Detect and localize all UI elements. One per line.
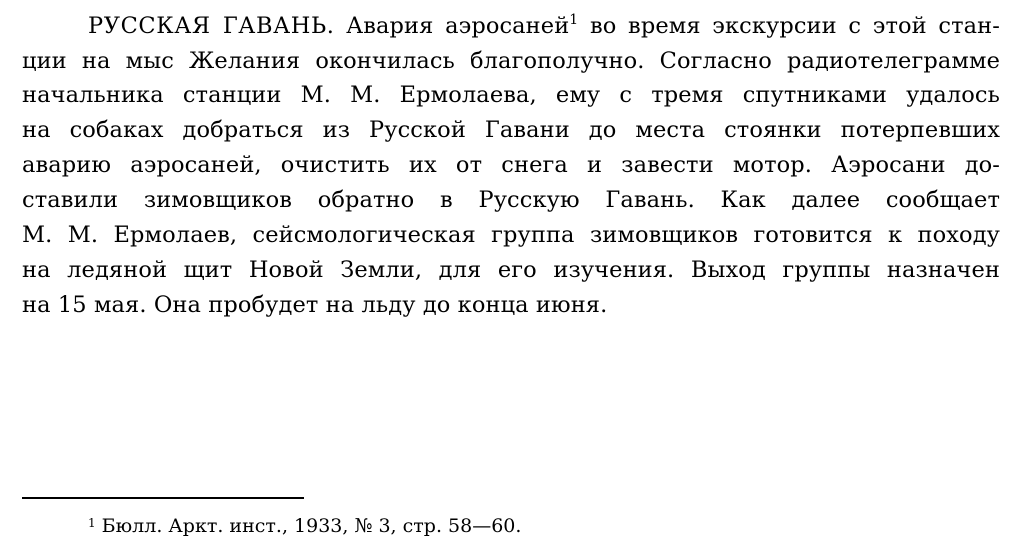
line-1-text-after: во время экскурсии с этой стан- — [578, 13, 1000, 39]
paragraph-line-6: ставили зимовщиков обратно в Русскую Гавань. Как далее сообщает — [22, 187, 1000, 213]
paragraph-line-4: на собаках добраться из Русской Гавани до места стоянки потерпевших — [22, 117, 1000, 143]
footnote-reference: 1 — [569, 12, 579, 28]
line-1-text-before: Авария аэросаней — [334, 13, 570, 39]
footnote — [88, 514, 521, 538]
section-heading: РУССКАЯ ГАВАНЬ. — [88, 13, 335, 39]
paragraph-line-3: начальника станции М. М. Ермолаева, ему с тремя спутниками удалось — [22, 82, 1000, 108]
paragraph-line-1 — [88, 12, 1000, 40]
footnote-marker: 1 — [88, 516, 96, 530]
paragraph-line-7: М. М. Ермолаев, сейсмологическая группа зимовщиков готовится к походу — [22, 222, 1000, 248]
footnote-text: Бюлл. Аркт. инст., 1933, № 3, стр. 58—60. — [95, 515, 522, 537]
paragraph-line-5: аварию аэросаней, очистить их от снега и завести мотор. Аэросани до- — [22, 152, 1000, 178]
paragraph-line-2: ции на мыс Желания окончилась благополучно. Согласно радиотелеграмме — [22, 48, 1000, 74]
paragraph-line-8: на ледяной щит Новой Земли, для его изучения. Выход группы назначен — [22, 257, 1000, 283]
paragraph-line-9: на 15 мая. Она пробудет на льду до конца июня. — [22, 292, 608, 318]
footnote-divider — [22, 497, 304, 499]
